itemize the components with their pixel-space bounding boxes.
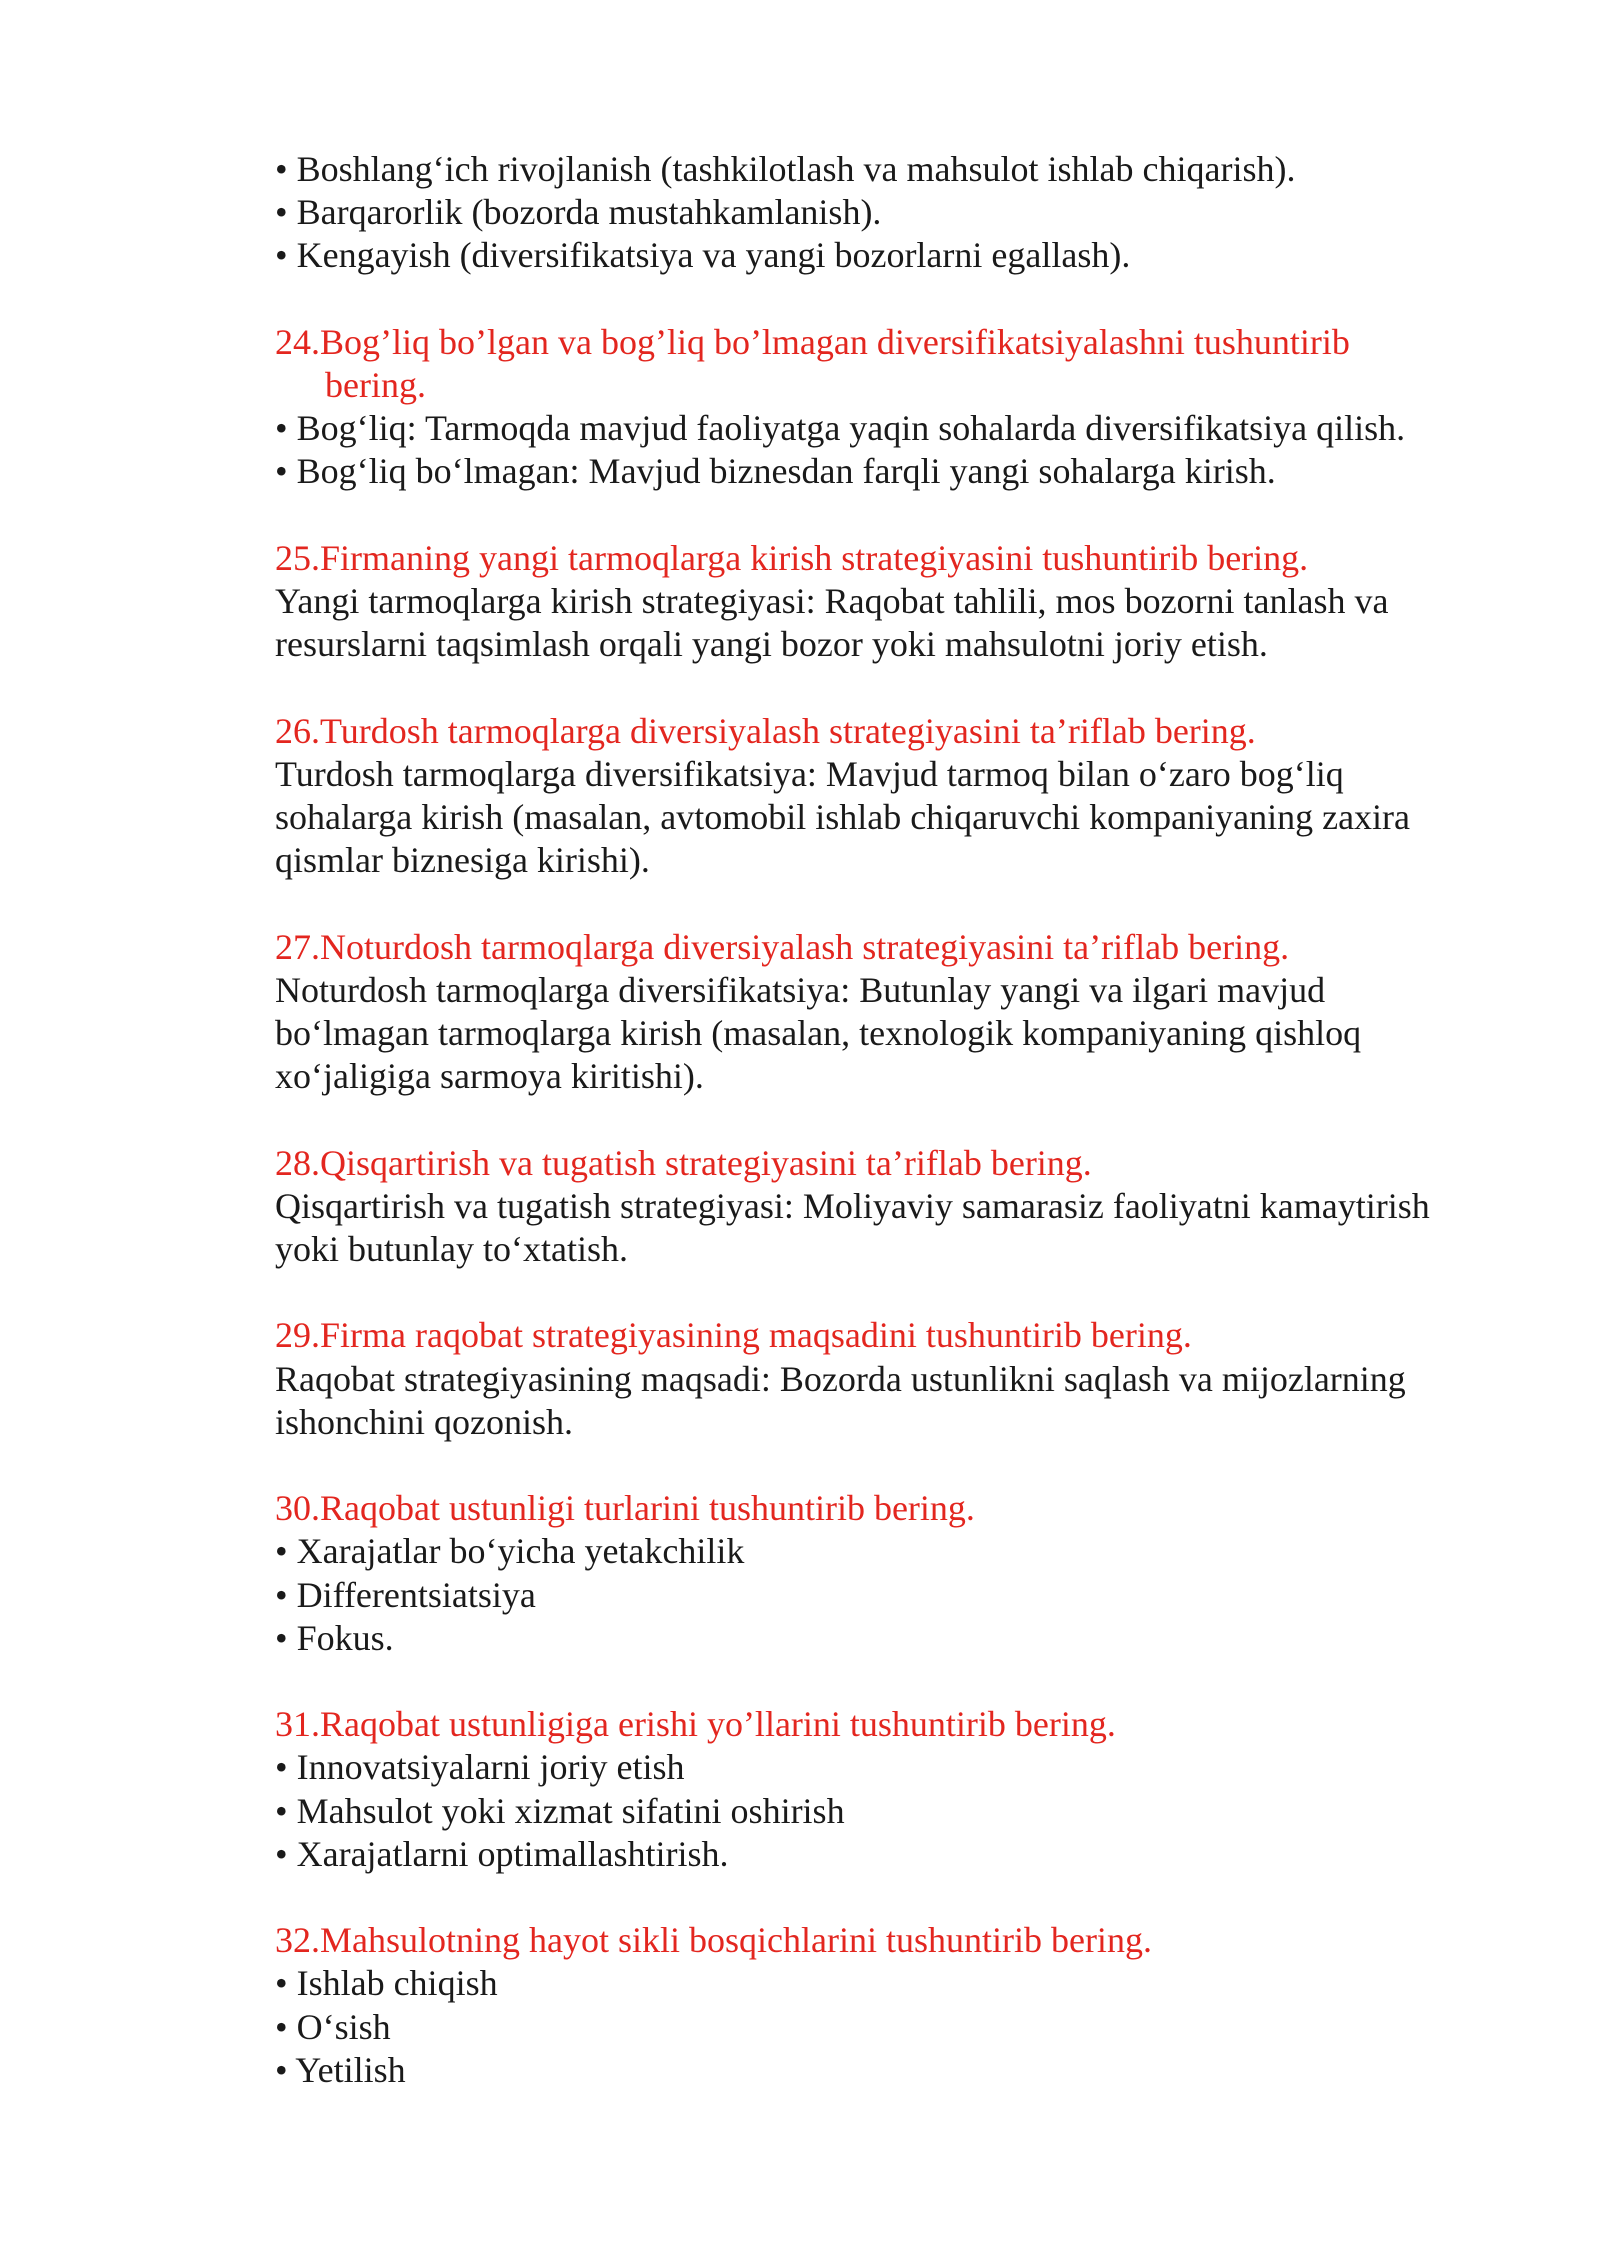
section-heading: [275, 1314, 1505, 1357]
list-item: • Boshlang‘ich rivojlanish (tashkilotlash va mahsulot ishlab chiqarish).: [275, 149, 1296, 189]
paragraph-line: Turdosh tarmoqlarga diversifikatsiya: Mavjud tarmoq bilan o‘zaro bog‘liq: [275, 753, 1344, 794]
section-heading: [275, 926, 1505, 969]
list-item: • Barqarorlik (bozorda mustahkamlanish).: [275, 192, 882, 233]
heading-line: 28.Qisqartirish va tugatish strategiyasini ta’riflab bering.: [275, 1142, 1092, 1183]
list-item: • Innovatsiyalarni joriy etish: [275, 1747, 685, 1788]
section-heading: [275, 1703, 1505, 1746]
heading-line: 32.Mahsulotning hayot sikli bosqichlarini tushuntirib bering.: [275, 1920, 1152, 1961]
section-heading: [275, 1919, 1505, 1962]
paragraph-line: yoki butunlay to‘xtatish.: [275, 1229, 628, 1269]
paragraph-line: Raqobat strategiyasining maqsadi: Bozorda ustunlikni saqlash va mijozlarning: [275, 1358, 1406, 1399]
paragraph-line: Yangi tarmoqlarga kirish strategiyasi: Raqobat tahlili, mos bozorni tanlash va: [275, 581, 1389, 621]
paragraph-line: Qisqartirish va tugatish strategiyasi: Moliyaviy samarasiz faoliyatni kamaytirish: [275, 1185, 1430, 1226]
list-item: • Ishlab chiqish: [275, 1963, 498, 2004]
list-item: • Bog‘liq: Tarmoqda mavjud faoliyatga yaqin sohalarda diversifikatsiya qilish.: [275, 408, 1406, 449]
section-25: [275, 537, 1505, 667]
section-28: [275, 1142, 1505, 1272]
heading-line: bering.: [325, 365, 426, 405]
document-body: [275, 148, 1505, 2092]
heading-line: 26.Turdosh tarmoqlarga diversiyalash strategiyasini ta’riflab bering.: [275, 710, 1256, 751]
list-item: • Differentsiatsiya: [275, 1574, 536, 1615]
heading-line: 25.Firmaning yangi tarmoqlarga kirish strategiyasini tushuntirib bering.: [275, 537, 1309, 578]
list-item: • Bog‘liq bo‘lmagan: Mavjud biznesdan farqli yangi sohalarga kirish.: [275, 451, 1276, 492]
section-30: [275, 1487, 1505, 1660]
section-26: [275, 710, 1505, 883]
heading-line: 27.Noturdosh tarmoqlarga diversiyalash strategiyasini ta’riflab bering.: [275, 926, 1290, 967]
section-29: [275, 1314, 1505, 1444]
paragraph-line: bo‘lmagan tarmoqlarga kirish (masalan, texnologik kompaniyaning qishloq: [275, 1013, 1362, 1053]
section-heading: [275, 1487, 1505, 1530]
heading-line: 29.Firma raqobat strategiyasining maqsadini tushuntirib bering.: [275, 1315, 1192, 1356]
section-heading: [275, 710, 1505, 753]
paragraph-line: Noturdosh tarmoqlarga diversifikatsiya: Butunlay yangi va ilgari mavjud: [275, 969, 1326, 1010]
list-item: • O‘sish: [275, 2006, 391, 2047]
paragraph-line: resurslarni taqsimlash orqali yangi bozor yoki mahsulotni joriy etish.: [275, 624, 1268, 665]
section-24: [275, 321, 1505, 494]
list-item: • Xarajatlar bo‘yicha yetakchilik: [275, 1531, 745, 1572]
section-heading: [275, 537, 1505, 580]
list-item: • Kengayish (diversifikatsiya va yangi bozorlarni egallash).: [275, 235, 1131, 276]
paragraph-line: sohalarga kirish (masalan, avtomobil ishlab chiqaruvchi kompaniyaning zaxira: [275, 797, 1411, 837]
list-item: • Yetilish: [275, 2049, 406, 2090]
list-item: • Fokus.: [275, 1617, 394, 1658]
section-31: [275, 1703, 1505, 1876]
section-27: [275, 926, 1505, 1099]
section-32: [275, 1919, 1505, 2092]
list-item: • Mahsulot yoki xizmat sifatini oshirish: [275, 1790, 845, 1831]
list-item: • Xarajatlarni optimallashtirish.: [275, 1833, 729, 1874]
section-heading: [275, 1142, 1505, 1185]
paragraph-line: ishonchini qozonish.: [275, 1401, 573, 1442]
intro-block: [275, 148, 1505, 278]
paragraph-line: qismlar biznesiga kirishi).: [275, 840, 650, 881]
heading-line: 31.Raqobat ustunligiga erishi yo’llarini tushuntirib bering.: [275, 1704, 1116, 1745]
paragraph-line: xo‘jaligiga sarmoya kiritishi).: [275, 1056, 704, 1097]
heading-line: 24.Bog’liq bo’lgan va bog’liq bo’lmagan diversifikatsiyalashni tushuntirib: [275, 321, 1350, 362]
heading-line: 30.Raqobat ustunligi turlarini tushuntirib bering.: [275, 1488, 975, 1529]
section-heading: [275, 321, 1505, 407]
